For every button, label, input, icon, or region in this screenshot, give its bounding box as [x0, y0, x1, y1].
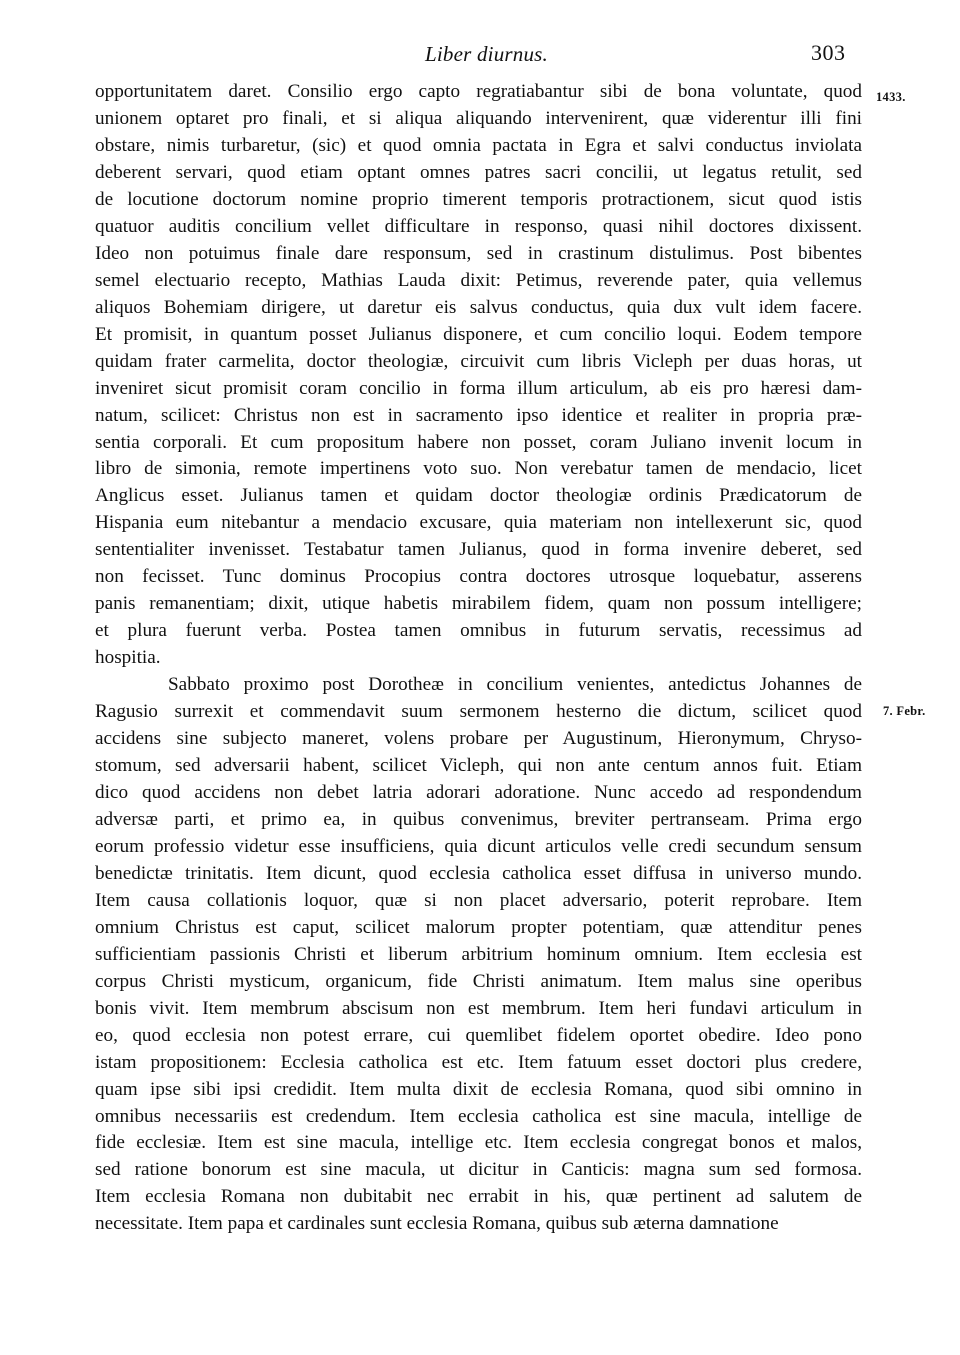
text-line: sententialiter invenisset. Testabatur tamen Julianus, quod in forma invenire deberet, sed	[95, 539, 862, 561]
text-line: opportunitatem daret. Consilio ergo capto regratiabantur sibi de bona voluntate, quod	[95, 81, 862, 102]
text-line: quam ipse sibi ipsi credidit. Item multa dixit de ecclesia Romana, quod sibi omnino in	[95, 1078, 862, 1100]
text-line: istam propositionem: Ecclesia catholica est etc. Item fatuum esset doctori plus credere,	[95, 1051, 862, 1073]
text-line: natum, scilicet: Christus non est in sacramento ipso identice et realiter in propria præ-	[95, 404, 862, 426]
text-line: sentia corporali. Et cum propositum habere non posset, coram Juliano invenit locum in	[95, 431, 862, 453]
text-line: semel electuario recepto, Mathias Lauda dixit: Petimus, reverende pater, quia vellemus	[95, 269, 862, 291]
margin-note-year: 1433.	[876, 90, 906, 104]
text-line: benedictæ trinitatis. Item dicunt, quod ecclesia catholica esset diffusa in universo mundo.	[95, 862, 862, 884]
text-line: inveniret sicut promisit coram concilio in forma illum articulum, ab eis pro hæresi dam-	[95, 377, 862, 399]
text-line: quatuor auditis concilium vellet difficultare in responso, quasi nihil doctores dixissent.	[95, 215, 862, 237]
text-line: deberent servari, quod etiam optant omnes patres sacri concilii, ut legatus retulit, sed	[95, 161, 862, 183]
text-line: de locutione doctorum nomine proprio timerent temporis protractionem, sicut quod istis	[95, 188, 862, 210]
text-line: unionem optaret pro finali, et si aliqua aliquando intervenirent, quæ viderentur illi fini	[95, 108, 862, 129]
text-line: Hispania eum nitebantur a mendacio excusare, quia materiam non intellexerunt sic, quod	[95, 512, 862, 534]
text-line: Et promisit, in quantum posset Julianus disponere, et cum concilio loqui. Eodem tempore	[95, 323, 862, 345]
text-line: libro de simonia, remote impertinens voto suo. Non verebatur tamen de mendacio, licet	[95, 458, 862, 480]
text-line: panis remanentiam; dixit, utique habetis mirabilem fidem, quam non possum intelligere;	[95, 593, 862, 615]
text-line: Item causa collationis loquor, quæ si non placet adversario, poterit reprobare. Item	[95, 889, 862, 911]
page-number: 303	[811, 40, 846, 65]
text-line: dico quod accidens non debet latria adorari adoratione. Nunc accedo ad respondendum	[95, 782, 862, 803]
text-line: accidens sine subjecto maneret, volens probare per Augustinum, Hieronymum, Chryso-	[95, 728, 862, 749]
text-line: sufficientiam passionis Christi et liberum arbitrium hominum omnium. Item ecclesia est	[95, 943, 862, 965]
text-line: Ragusio surrexit et commendavit suum sermonem hesterno die dictum, scilicet quod	[95, 701, 862, 723]
text-line: sed ratione bonorum est sine macula, ut dicitur in Canticis: magna sum sed formosa.	[95, 1159, 862, 1181]
text-line: Anglicus esset. Julianus tamen et quidam doctor theologiæ ordinis Prædicatorum de	[95, 485, 862, 507]
text-line: fide ecclesiæ. Item est sine macula, intellige etc. Item ecclesia congregat bonos et malos,	[95, 1132, 862, 1154]
text-line: Ideo non potuimus finale dare responsum, sed in crastinum distulimus. Post bibentes	[95, 242, 862, 264]
text-line: Sabbato proximo post Dorotheæ in concilium venientes, antedictus Johannes de	[168, 674, 862, 696]
text-line: obstare, nimis turbaretur, (sic) et quod omnia pactata in Egra et salvi conductus inviolata	[95, 134, 862, 156]
text-line: adversæ parti, et primo ea, in quibus convenimus, breviter pertranseam. Prima ergo	[95, 808, 862, 830]
text-line: eo, quod ecclesia non potest errare, cui quemlibet fidelem oportet obedire. Ideo pono	[95, 1024, 862, 1046]
text-line: quidam frater carmelita, doctor theologiæ, circuivit cum libris Vicleph per duas horas, ut	[95, 350, 862, 372]
text-line: necessitate. Item papa et cardinales sunt ecclesia Romana, quibus sub æterna damnatione	[95, 1213, 779, 1235]
text-line: omnium Christus est caput, scilicet malorum propter potentiam, quæ attenditur penes	[95, 916, 862, 938]
text-line: omnibus necessariis est credendum. Item ecclesia catholica est sine macula, intellige de	[95, 1105, 862, 1127]
text-line: stomum, sed adversarii habent, scilicet Vicleph, qui non ante centum annos fuit. Etiam	[95, 755, 862, 776]
text-line: aliquos Bohemiam dirigere, ut daretur eis salvus conductus, quia dux vult idem facere.	[95, 296, 862, 318]
text-line: bonis vivit. Item membrum abscisum non est membrum. Item heri fundavi articulum in	[95, 997, 862, 1019]
text-line: Item ecclesia Romana non dubitabit nec errabit in his, quæ pertinent ad salutem de	[95, 1186, 862, 1208]
text-line: hospitia.	[95, 647, 161, 669]
text-line: et plura fuerunt verba. Postea tamen omnibus in futurum servatis, recessimus ad	[95, 620, 862, 642]
text-line: eorum professio videtur esse insufficiens, quia dicunt articulos velle credi secundum sensum	[95, 835, 862, 857]
running-title: Liber diurnus.	[425, 42, 548, 66]
text-line: corpus Christi mysticum, organicum, fide Christi animatum. Item malus sine operibus	[95, 970, 862, 992]
margin-note-date: 7. Febr.	[883, 704, 926, 718]
text-line: non fecisset. Tunc dominus Procopius contra doctores utrosque loquebatur, asserens	[95, 566, 862, 588]
